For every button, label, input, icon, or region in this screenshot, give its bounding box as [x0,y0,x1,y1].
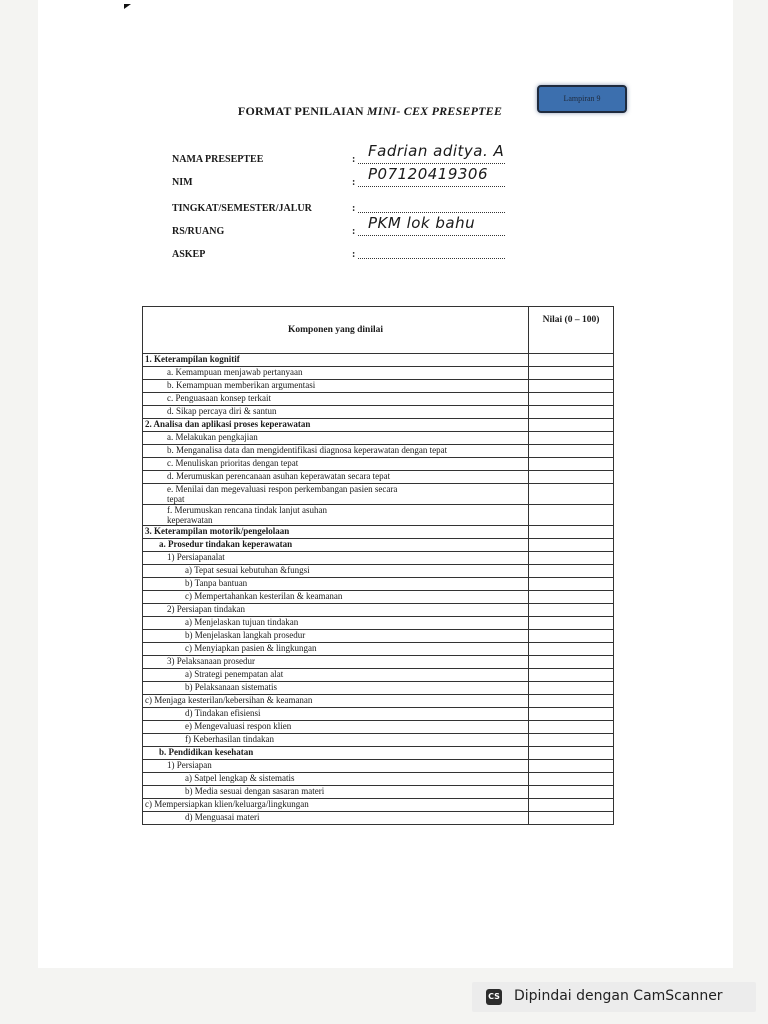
score-cell[interactable] [529,565,614,578]
row-label: a) Menjelaskan tujuan tindakan [143,617,529,630]
row-label: b. Menganalisa data dan mengidentifikasi diagnosa keperawatan dengan tepat [143,445,529,458]
score-cell[interactable] [529,604,614,617]
table-row [143,734,614,747]
handwritten-nim: P07120419306 [368,165,489,183]
score-cell[interactable] [529,471,614,484]
row-label: a. Prosedur tindakan keperawatan [143,539,529,552]
table-row [143,760,614,773]
table-row [143,458,614,471]
table-row [143,505,614,526]
score-cell[interactable] [529,773,614,786]
row-label: 3) Pelaksanaan prosedur [143,656,529,669]
table-row [143,432,614,445]
row-label: b) Menjelaskan langkah prosedur [143,630,529,643]
row-label: b. Kemampuan memberikan argumentasi [143,380,529,393]
score-cell[interactable] [529,458,614,471]
table-row [143,406,614,419]
row-label: b) Pelaksanaan sistematis [143,682,529,695]
table-row [143,721,614,734]
handwritten-ruang: PKM lok bahu [368,214,476,232]
score-cell[interactable] [529,708,614,721]
score-cell[interactable] [529,578,614,591]
table-row [143,591,614,604]
row-label: c) Mempertahankan kesterilan & keamanan [143,591,529,604]
camscanner-watermark [472,982,756,1012]
table-row [143,604,614,617]
table-row [143,471,614,484]
camscanner-text: Dipindai dengan CamScanner [514,988,723,1004]
score-cell[interactable] [529,669,614,682]
row-label: a. Kemampuan menjawab pertanyaan [143,367,529,380]
field-rs-ruang [172,214,512,240]
field-askep [172,245,512,263]
score-cell[interactable] [529,552,614,565]
row-label: a) Tepat sesuai kebutuhan &fungsi [143,565,529,578]
row-label: b) Tanpa bantuan [143,578,529,591]
header-component: Komponen yang dinilai [143,307,529,354]
field-nim [172,165,512,191]
field-line [358,212,505,213]
row-label: 1) Persiapanalat [143,552,529,565]
table-row [143,578,614,591]
table-row [143,799,614,812]
table-row [143,682,614,695]
score-cell[interactable] [529,539,614,552]
table-row [143,445,614,458]
row-label: 1. Keterampilan kognitif [143,354,529,367]
row-label: 2) Persiapan tindakan [143,604,529,617]
table-row [143,565,614,578]
score-cell[interactable] [529,747,614,760]
row-label: b. Pendidikan kesehatan [143,747,529,760]
row-label: d. Sikap percaya diri & santun [143,406,529,419]
table-row [143,812,614,825]
table-row [143,656,614,669]
field-colon: : [352,249,356,260]
score-cell[interactable] [529,526,614,539]
field-label: RS/RUANG [172,226,225,237]
score-cell[interactable] [529,721,614,734]
score-cell[interactable] [529,591,614,604]
score-cell[interactable] [529,695,614,708]
score-cell[interactable] [529,419,614,432]
table-row [143,669,614,682]
row-label: a. Melakukan pengkajian [143,432,529,445]
table-row [143,526,614,539]
row-label: 3. Keterampilan motorik/pengelolaan [143,526,529,539]
table-row [143,380,614,393]
assessment-table [142,306,614,825]
score-cell[interactable] [529,367,614,380]
table-row [143,695,614,708]
table-row [143,643,614,656]
field-line [358,235,505,236]
score-cell[interactable] [529,406,614,419]
row-label: e) Mengevaluasi respon klien [143,721,529,734]
score-cell[interactable] [529,643,614,656]
table-row [143,354,614,367]
field-label: NAMA PRESEPTEE [172,154,264,165]
field-label: NIM [172,177,193,188]
table-header-row [143,307,614,354]
table-row [143,484,614,505]
score-cell[interactable] [529,760,614,773]
field-colon: : [352,177,356,188]
row-label: d) Tindakan efisiensi [143,708,529,721]
row-label: f) Keberhasilan tindakan [143,734,529,747]
score-cell[interactable] [529,630,614,643]
row-label: c. Penguasaan konsep terkait [143,393,529,406]
score-cell[interactable] [529,656,614,669]
field-line [358,186,505,187]
field-line [358,163,505,164]
field-label: ASKEP [172,249,206,260]
table-row [143,630,614,643]
field-colon: : [352,203,356,214]
handwritten-name: Fadrian aditya. A [368,142,505,160]
table-row [143,617,614,630]
score-cell[interactable] [529,445,614,458]
row-label: a) Satpel lengkap & sistematis [143,773,529,786]
score-cell[interactable] [529,393,614,406]
table-row [143,747,614,760]
score-cell[interactable] [529,484,614,505]
score-cell[interactable] [529,380,614,393]
row-label: c) Mempersiapkan klien/keluarga/lingkungan [143,799,529,812]
table-row [143,708,614,721]
row-label: c. Menuliskan prioritas dengan tepat [143,458,529,471]
table-row [143,539,614,552]
score-cell[interactable] [529,812,614,825]
field-colon: : [352,226,356,237]
score-cell[interactable] [529,432,614,445]
scan-corner-mark [124,4,131,9]
table-row [143,773,614,786]
table-row [143,419,614,432]
score-cell[interactable] [529,799,614,812]
row-label: b) Media sesuai dengan sasaran materi [143,786,529,799]
score-cell[interactable] [529,682,614,695]
row-label: 2. Analisa dan aplikasi proses keperawatan [143,419,529,432]
camscanner-icon: CS [486,989,502,1005]
table-row [143,367,614,380]
row-label: f. Merumuskan rencana tindak lanjut asuhan keperawatan [143,505,529,526]
table-row [143,393,614,406]
title-italic: MINI- CEX PRESEPTEE [366,104,503,118]
score-cell[interactable] [529,617,614,630]
table-row [143,552,614,565]
score-cell[interactable] [529,505,614,526]
table-row [143,786,614,799]
row-label: 1) Persiapan [143,760,529,773]
score-cell[interactable] [529,734,614,747]
row-label: c) Menjaga kesterilan/kebersihan & keamanan [143,695,529,708]
score-cell[interactable] [529,354,614,367]
field-label: TINGKAT/SEMESTER/JALUR [172,203,312,214]
row-label: e. Menilai dan megevaluasi respon perkembangan pasien secara tepat [143,484,529,505]
header-score: Nilai (0 – 100) [529,307,614,354]
score-cell[interactable] [529,786,614,799]
document-title [200,104,540,119]
row-label: d) Menguasai materi [143,812,529,825]
row-label: d. Merumuskan perencanaan asuhan keperawatan secara tepat [143,471,529,484]
field-line [358,258,505,259]
attachment-badge: Lampiran 9 [537,85,627,113]
row-label: c) Menyiapkan pasien & lingkungan [143,643,529,656]
title-text: FORMAT PENILAIAN [237,104,367,118]
field-colon: : [352,154,356,165]
row-label: a) Strategi penempatan alat [143,669,529,682]
